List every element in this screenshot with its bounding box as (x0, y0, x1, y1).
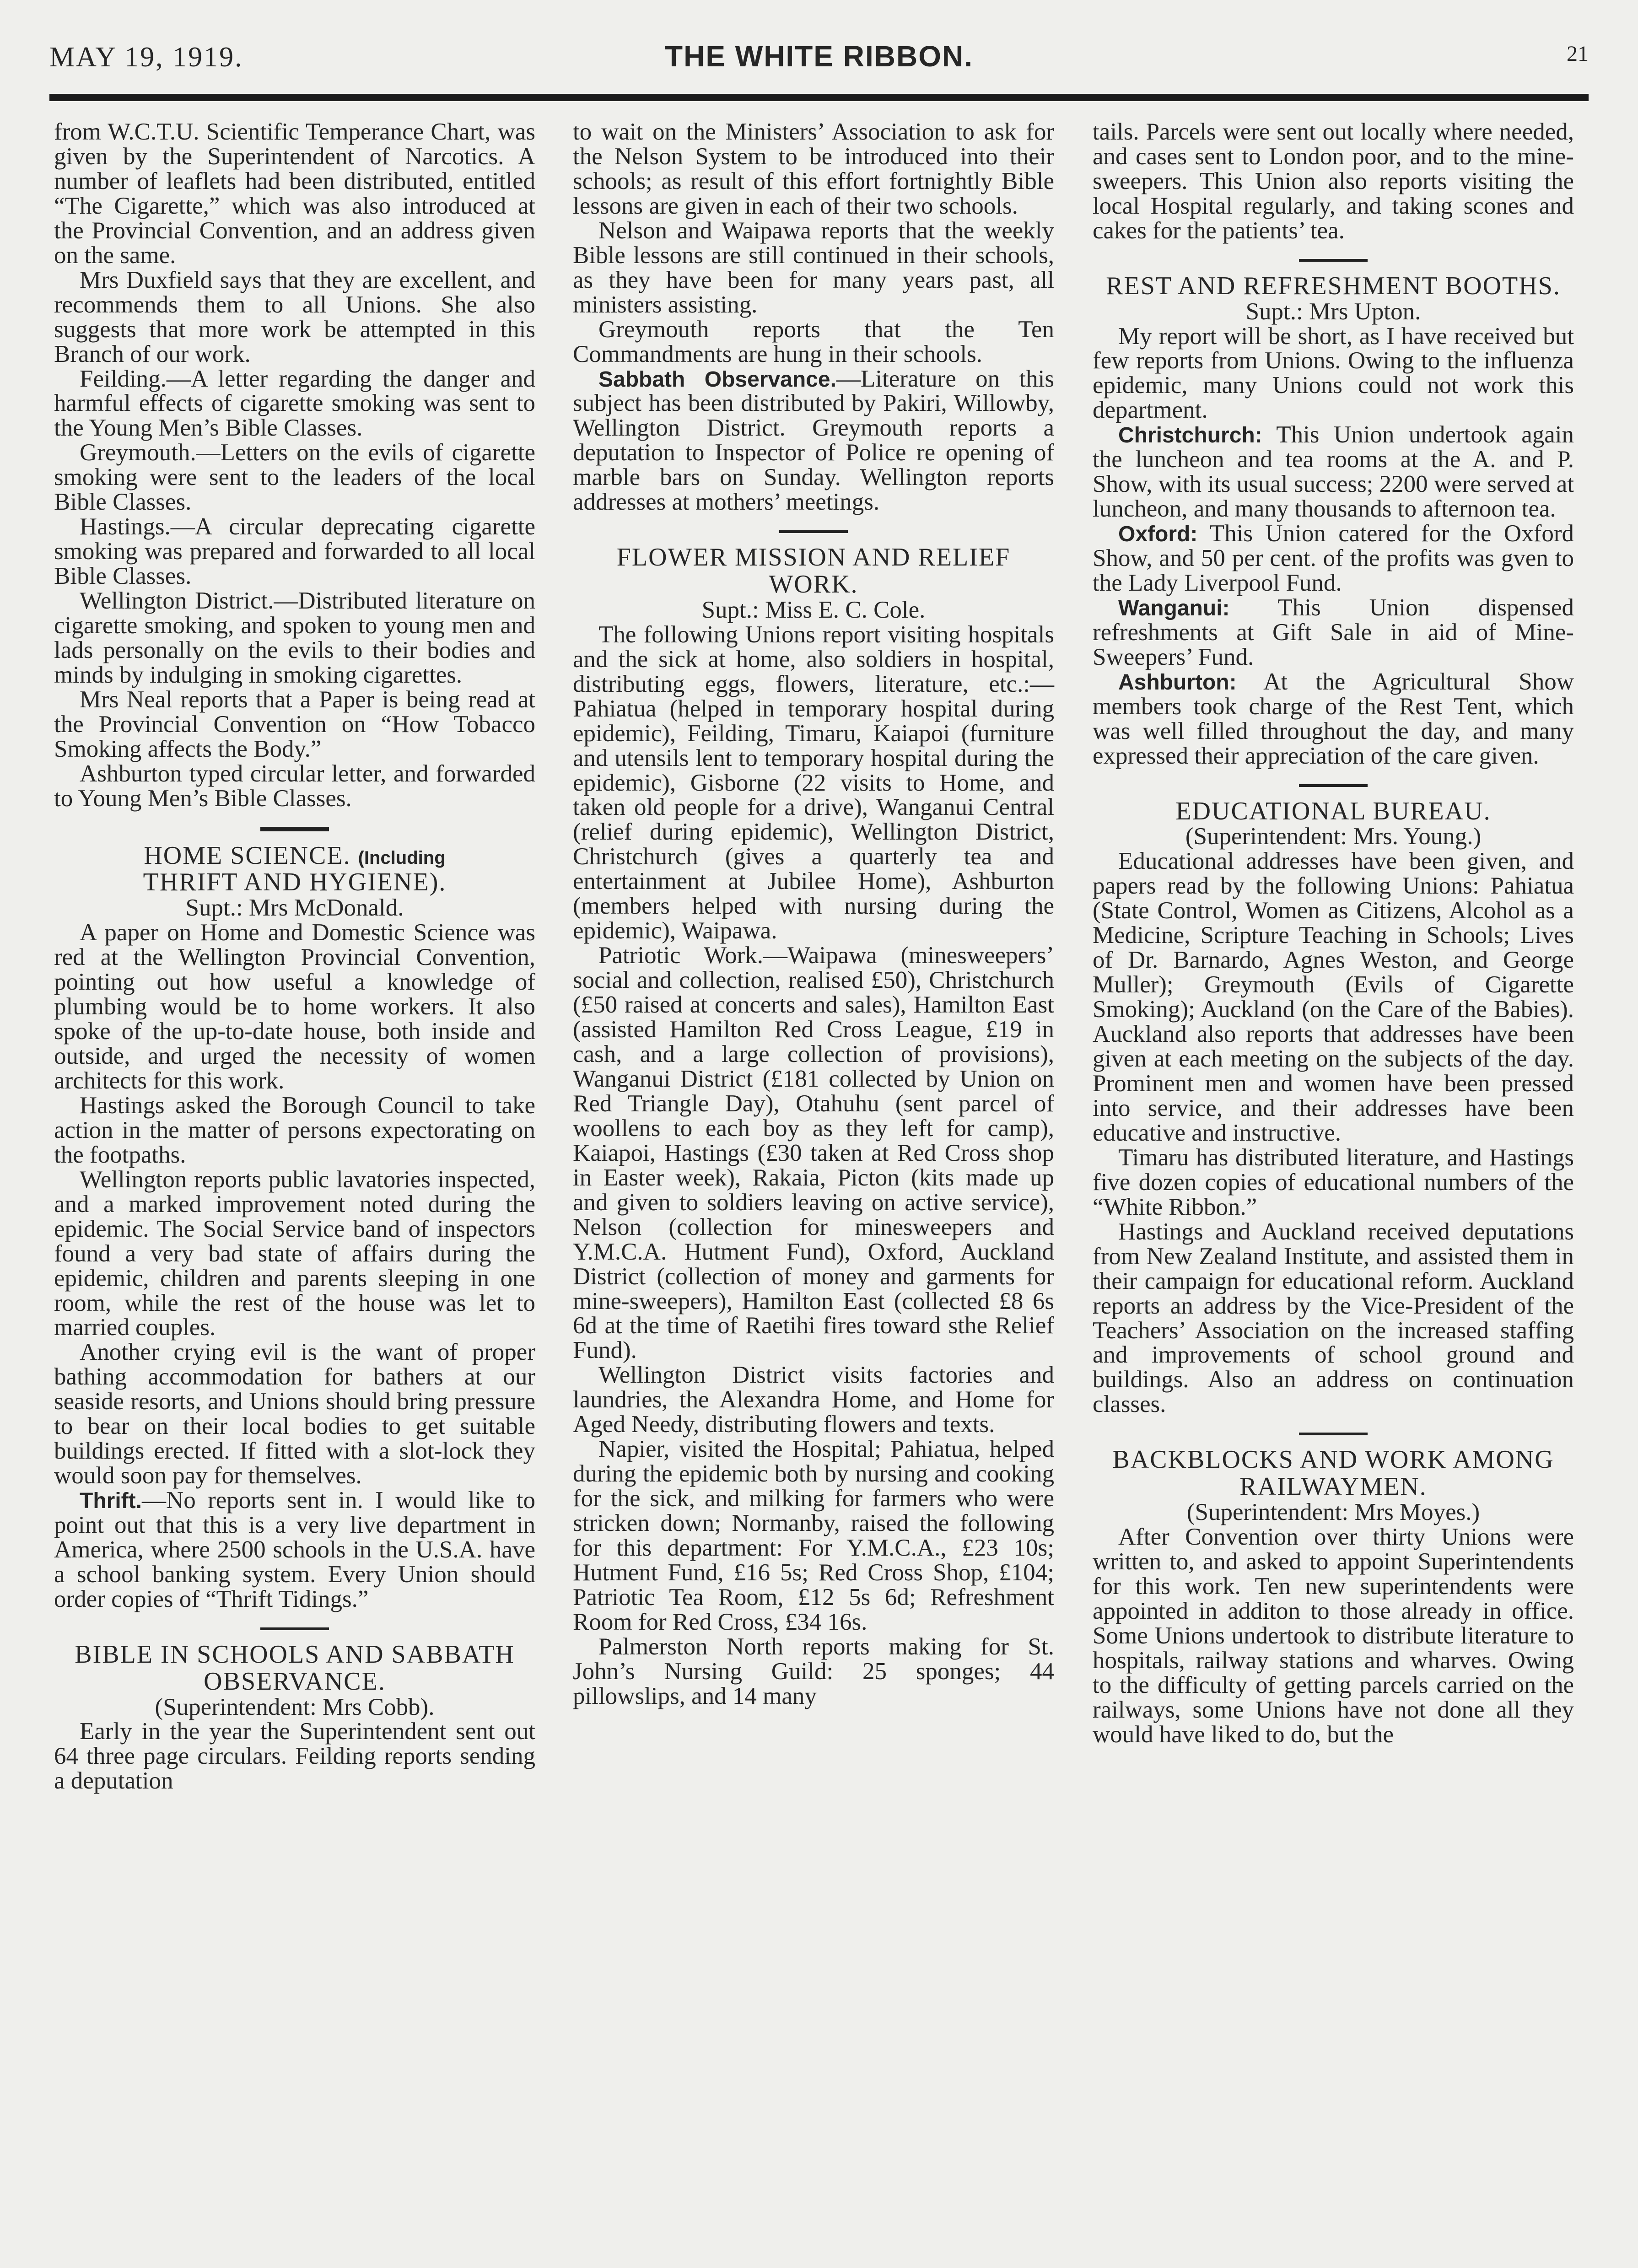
section-heading-rest-booths: REST AND REFRESHMENT BOOTHS. (1106, 271, 1561, 300)
section-heading-text: THRIFT AND HYGIENE). (143, 868, 447, 897)
paragraph: Patriotic Work.—Waipawa (minesweepers’ social and collection, realised £50), Christchurch (£50 raised at concerts and sales), Hamilton East (assisted Hamilton Red Cross League, £19 in cash, and a large collection of provisions), Wanganui District (£181 collected by Union on Red Triangle Day), Otahuhu (sent parcel of woollens to each boy as they left for camp), Kaiapoi, Hastings (£30 taken at Red Cross shop in Easter week), Rakaia, Picton (kits made up and given to soldiers leaving on active service), Nelson (collection for minesweepers and Y.M.C.A. Hutment Fund), Oxford, Auckland District (collection of money and garments for mine-sweepers), Hamilton East (collected £8 6s 6d at the time of Raetihi fires toward sthe Relief Fund). (573, 942, 1054, 1364)
paragraph: Ashburton typed circular letter, and forwarded to Young Men’s Bible Classes. (54, 760, 535, 812)
paragraph: Nelson and Waipawa reports that the weekly Bible lessons are still continued in their schools, as they have been for many years past, all ministers assisting. (573, 217, 1054, 318)
section-divider (1299, 784, 1368, 787)
section-heading-bible: BIBLE IN SCHOOLS AND SABBATH OBSERVANCE. (75, 1640, 515, 1696)
paragraph: The following Unions report visiting hospitals and the sick at home, also soldiers in hospital, distributing eggs, flowers, literature, etc.:— Pahiatua (helped in temporary hospital during epidemic), Feilding, Timaru, Kaiapoi (furniture and utensils lent to temporary hospital during the epidemic), Gisborne (22 visits to Home, and taken old people for a drive), Wanganui Central (relief during epidemic), Wellington District, Christchurch (gives a quarterly tea and entertainment at Jubilee Home), Ashburton (members helped with nursing during the epidemic), Waipawa. (573, 621, 1054, 944)
run-in-heading: Wanganui: (1118, 596, 1230, 620)
run-in-heading: Thrift. (80, 1489, 142, 1514)
paragraph-text: At the Agricultural Show members took charge of the Rest Tent, which was well filled throughout the day, and many expressed their appreciation of the care given. (1093, 668, 1574, 769)
section-heading-flower-mission: FLOWER MISSION AND RELIEF WORK. (616, 543, 1011, 599)
paragraph: Greymouth.—Letters on the evils of cigarette smoking were sent to the leaders of the local Bible Classes. (54, 439, 535, 516)
paragraph: Early in the year the Superintendent sent out 64 three page circulars. Feilding reports sending a deputation (54, 1718, 535, 1794)
paragraph: My report will be short, as I have received but few reports from Unions. Owing to the influenza epidemic, many Unions could not work this department. (1093, 323, 1574, 424)
section-divider (260, 1627, 329, 1630)
paragraph-text: —No reports sent in. I would like to point out that this is a very live department in America, where 2500 schools in the U.S.A. have a school banking system. Every Union should order copies of “Thrift Tidings.” (54, 1487, 535, 1612)
paragraph: Hastings.—A circular deprecating cigarette smoking was prepared and forwarded to all local Bible Classes. (54, 513, 535, 590)
paragraph-text: This Union undertook again the luncheon and tea rooms at the A. and P. Show, with its usual success; 2200 were served at luncheon, and many thousands to afternoon tea. (1093, 421, 1574, 523)
paragraph: Palmerston North reports making for St. John’s Nursing Guild: 25 sponges; 44 pillowslips, and 14 many (573, 1633, 1054, 1709)
paragraph (1093, 522, 1574, 596)
section-divider (1299, 259, 1368, 262)
paragraph: Greymouth reports that the Ten Commandments are hung in their schools. (573, 316, 1054, 367)
paragraph: Mrs Duxfield says that they are excellent, and recommends them to all Unions. She also suggests that more work be attempted in this Branch of our work. (54, 266, 535, 367)
column-1 (54, 120, 535, 1794)
column-2 (573, 120, 1054, 1709)
paragraph: Feilding.—A letter regarding the danger and harmful effects of cigarette smoking was sent to the Young Men’s Bible Classes. (54, 365, 535, 442)
paragraph (1093, 670, 1574, 769)
page-header (49, 27, 1589, 96)
run-in-heading: Sabbath Observance. (598, 367, 836, 392)
section-divider (1299, 1433, 1368, 1435)
paragraph (1093, 423, 1574, 522)
section-divider (779, 530, 848, 533)
superintendent-line: (Superintendent: Mrs Cobb). (155, 1693, 435, 1720)
superintendent-line: Supt.: Miss E. C. Cole. (701, 596, 926, 623)
paragraph-text: —Literature on this subject has been distributed by Pakiri, Willowby, Wellington District. Greymouth reports a deputation to Inspector of Police re opening of marble bars on Sunday. Wellington reports addresses at mothers’ meetings. (573, 365, 1054, 516)
section-heading-text: HOME SCIENCE. (144, 841, 351, 870)
issue-date: MAY 19, 1919. (49, 42, 243, 73)
page-number: 21 (1567, 42, 1589, 66)
superintendent-line: (Superintendent: Mrs Moyes.) (1186, 1498, 1480, 1525)
paragraph: A paper on Home and Domestic Science was red at the Wellington Provincial Convention, pointing out how useful a knowledge of plumbing would be to home workers. It also spoke of the up-to-date house, both inside and outside, and urged the necessity of women architects for this work. (54, 919, 535, 1094)
paragraph: Wellington District visits factories and laundries, the Alexandra Home, and Home for Aged Needy, distributing flowers and texts. (573, 1362, 1054, 1438)
section-divider (260, 827, 329, 831)
superintendent-line: (Superintendent: Mrs. Young.) (1185, 823, 1482, 850)
section-heading-educational: EDUCATIONAL BUREAU. (1175, 797, 1491, 825)
section-heading-note: (Including (358, 847, 446, 868)
paragraph: Educational addresses have been given, and papers read by the following Unions: Pahiatua (State Control, Women as Citizens, Alcohol as a Medicine, Scripture Teaching in Schools; Lives of Dr. Barnardo, Agnes Weston, and George Muller); Greymouth (Evils of Cigarette Smoking); Auckland (on the Care of the Babies). Auckland also reports that addresses have been given at each meeting on the subjects of the day. Prominent men and women have been pressed into service, and their addresses have been educative and instructive. (1093, 848, 1574, 1146)
paragraph: Hastings and Auckland received deputations from New Zealand Institute, and assisted them in their campaign for educational reform. Auckland reports an address by the Vice-President of the Teachers’ Association on the increased staffing and improvements of school ground and buildings. Also an address on continuation classes. (1093, 1218, 1574, 1418)
paragraph-text: This Union catered for the Oxford Show, and 50 per cent. of the profits was gven to the Lady Liverpool Fund. (1093, 520, 1574, 597)
paragraph: Wellington District.—Distributed literature on cigarette smoking, and spoken to young men and lads personally on the evils to their bodies and minds by indulging in smoking cigarettes. (54, 587, 535, 688)
paragraph: from W.C.T.U. Scientific Temperance Chart, was given by the Superintendent of Narcotics. A number of leaflets had been distributed, entitled “The Cigarette,” which was also introduced at the Provincial Convention, and an address given on the same. (54, 119, 535, 269)
column-3 (1093, 120, 1574, 1747)
superintendent-line: Supt.: Mrs Upton. (1245, 298, 1421, 325)
paragraph (573, 367, 1054, 515)
paragraph: After Convention over thirty Unions were written to, and asked to appoint Superintendents for this work. Ten new superintendents were appointed in additon to those already in office. Some Unions undertook to distribute literature to hospitals, railway stations and wharves. Owing to the difficulty of getting parcels carried on the railways, some Unions have not done all they would have liked to do, but the (1093, 1523, 1574, 1748)
paragraph: Timaru has distributed literature, and Hastings five dozen copies of educational numbers of the “White Ribbon.” (1093, 1144, 1574, 1220)
paragraph: Another crying evil is the want of proper bathing accommodation for bathers at our seaside resorts, and Unions should bring pressure to bear on their local bodies to get suitable buildings erected. If fitted with a slot-lock they would soon pay for themselves. (54, 1339, 535, 1489)
run-in-heading: Ashburton: (1118, 670, 1237, 695)
paragraph: Wellington reports public lavatories inspected, and a marked improvement noted during the epidemic. The Social Service band of inspectors found a very bad state of affairs during the epidemic, children and parents sleeping in one room, while the rest of the house was let to married couples. (54, 1166, 535, 1341)
paragraph: Mrs Neal reports that a Paper is being read at the Provincial Convention on “How Tobacco Smoking affects the Body.” (54, 686, 535, 762)
paragraph (54, 1488, 535, 1612)
run-in-heading: Oxford: (1118, 522, 1198, 547)
paragraph (1093, 596, 1574, 670)
masthead-title: THE WHITE RIBBON. (665, 40, 973, 73)
section-heading-home-science (54, 842, 535, 896)
paragraph-text: This Union dispensed refreshments at Gift Sale in aid of Mine-Sweepers’ Fund. (1093, 594, 1574, 670)
run-in-heading: Christchurch: (1118, 423, 1262, 448)
paragraph: Napier, visited the Hospital; Pahiatua, helped during the epidemic both by nursing and cooking for the sick, and milking for farmers who were stricken down; Normanby, raised the following for this department: For Y.M.C.A., £23 10s; Hutment Fund, £16 5s; Red Cross Shop, £104; Patriotic Tea Room, £12 5s 6d; Refreshment Room for Red Cross, £34 16s. (573, 1436, 1054, 1635)
paragraph: to wait on the Ministers’ Association to ask for the Nelson System to be introduced into their schools; as result of this effort fortnightly Bible lessons are given in each of their two schools. (573, 119, 1054, 219)
header-rule (49, 94, 1589, 101)
paragraph: Hastings asked the Borough Council to take action in the matter of persons expectorating on the footpaths. (54, 1092, 535, 1168)
paragraph: tails. Parcels were sent out locally where needed, and cases sent to London poor, and to the mine-sweepers. This Union also reports visiting the local Hospital regularly, and taking scones and cakes for the patients’ tea. (1093, 119, 1574, 244)
section-heading-backblocks: BACKBLOCKS AND WORK AMONG RAILWAYMEN. (1112, 1445, 1554, 1501)
superintendent-line: Supt.: Mrs McDonald. (185, 894, 404, 921)
